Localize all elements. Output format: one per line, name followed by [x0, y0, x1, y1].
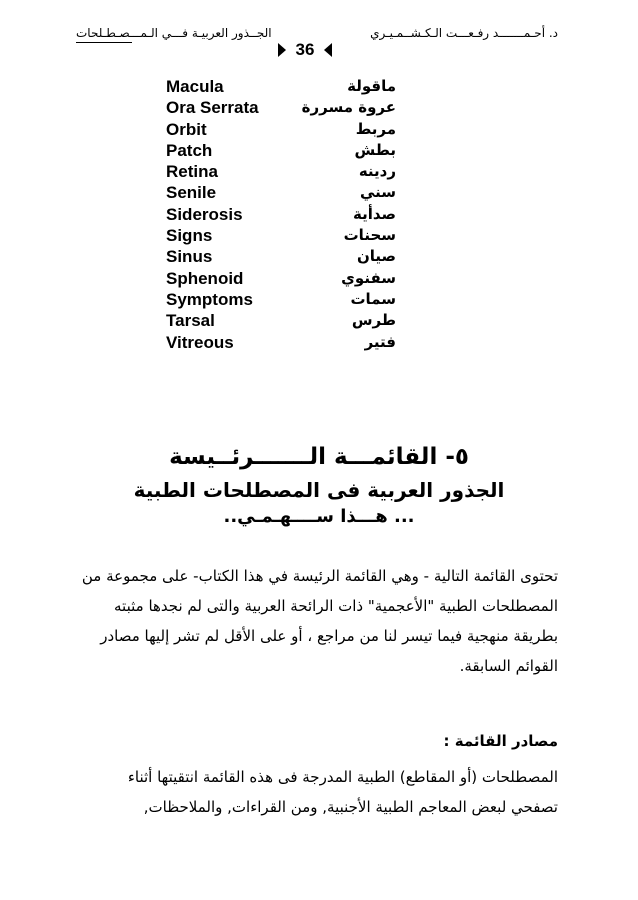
term-english: Signs [166, 226, 213, 246]
term-english: Sinus [166, 247, 213, 267]
term-english: Senile [166, 183, 217, 203]
term-english: Macula [166, 77, 224, 96]
term-arabic: صيان [356, 247, 396, 266]
term-row [166, 119, 396, 140]
term-arabic: سفنوي [341, 268, 396, 287]
term-row [166, 204, 396, 225]
sources-line: المصطلحات (أو المقاطع) الطبية المدرجة فى هذه القائمة انتقيتها أثناء [127, 768, 558, 786]
intro-line: القوائم السابقة. [459, 657, 558, 675]
term-row [166, 289, 396, 310]
sources-paragraph [118, 762, 558, 822]
term-row [166, 310, 396, 331]
page-number-block [0, 40, 610, 60]
intro-line: المصطلحات الطبية "الأعجمية" ذات الرائحة العربية والتى لم نجدها مثبته [114, 597, 558, 615]
sources-heading: مصادر القائمة : [443, 732, 558, 750]
term-arabic: فتير [364, 332, 396, 351]
term-arabic: عروة مسررة [301, 98, 396, 117]
term-english: Tarsal [166, 311, 215, 331]
arrow-left-icon [324, 43, 332, 57]
term-row [166, 246, 396, 267]
term-row [166, 332, 396, 353]
term-arabic: طرس [351, 311, 396, 330]
term-row [166, 97, 396, 118]
term-arabic: مربط [355, 119, 396, 138]
term-english: Ora Serrata [166, 98, 259, 118]
term-english: Vitreous [166, 332, 234, 352]
term-english: Siderosis [166, 204, 243, 224]
term-arabic: سني [359, 183, 396, 202]
term-english: Retina [166, 162, 218, 182]
term-arabic: بطش [354, 140, 396, 159]
term-row [166, 268, 396, 289]
term-arabic: صدأية [352, 204, 396, 223]
term-arabic: ماقولة [347, 77, 396, 95]
term-english: Patch [166, 140, 213, 160]
section-subtitle: الجذور العربية فى المصطلحات الطبية [133, 478, 505, 502]
term-arabic: سمات [350, 289, 396, 308]
header-book-title: الجــذور العربيـة فـــي الـمـــصـطـلحات [76, 26, 272, 40]
term-row [166, 225, 396, 246]
page-number: 36 [295, 40, 315, 59]
section-tagline: ... هـــذا ســــهـمـي.. [223, 506, 415, 527]
term-row [166, 182, 396, 203]
term-english: Sphenoid [166, 268, 244, 288]
term-table [166, 76, 396, 353]
term-row [166, 161, 396, 182]
arrow-right-icon [278, 43, 286, 57]
term-row [166, 76, 396, 97]
intro-line: تحتوى القائمة التالية - وهي القائمة الرئيسة في هذا الكتاب- على مجموعة من [81, 567, 558, 585]
term-row [166, 140, 396, 161]
sources-line: تصفحي لبعض المعاجم الطبية الأجنبية, ومن القراءات, والملاحظات, [143, 798, 558, 816]
term-arabic: سحنات [343, 226, 396, 245]
header-author: د. أحـمـــــــد رفـعـــت الـكـشــمـيـري [370, 26, 558, 40]
term-arabic: ردينه [358, 162, 396, 181]
section-title: ٥- القائمـــة الـــــــرئــيسة [169, 444, 469, 470]
term-english: Orbit [166, 119, 207, 139]
term-english: Symptoms [166, 289, 253, 309]
intro-line: بطريقة منهجية فيما تيسر لنا من مراجع ، أو على الأقل لم تشر إليها مصادر [100, 627, 558, 645]
intro-paragraph [78, 561, 558, 681]
